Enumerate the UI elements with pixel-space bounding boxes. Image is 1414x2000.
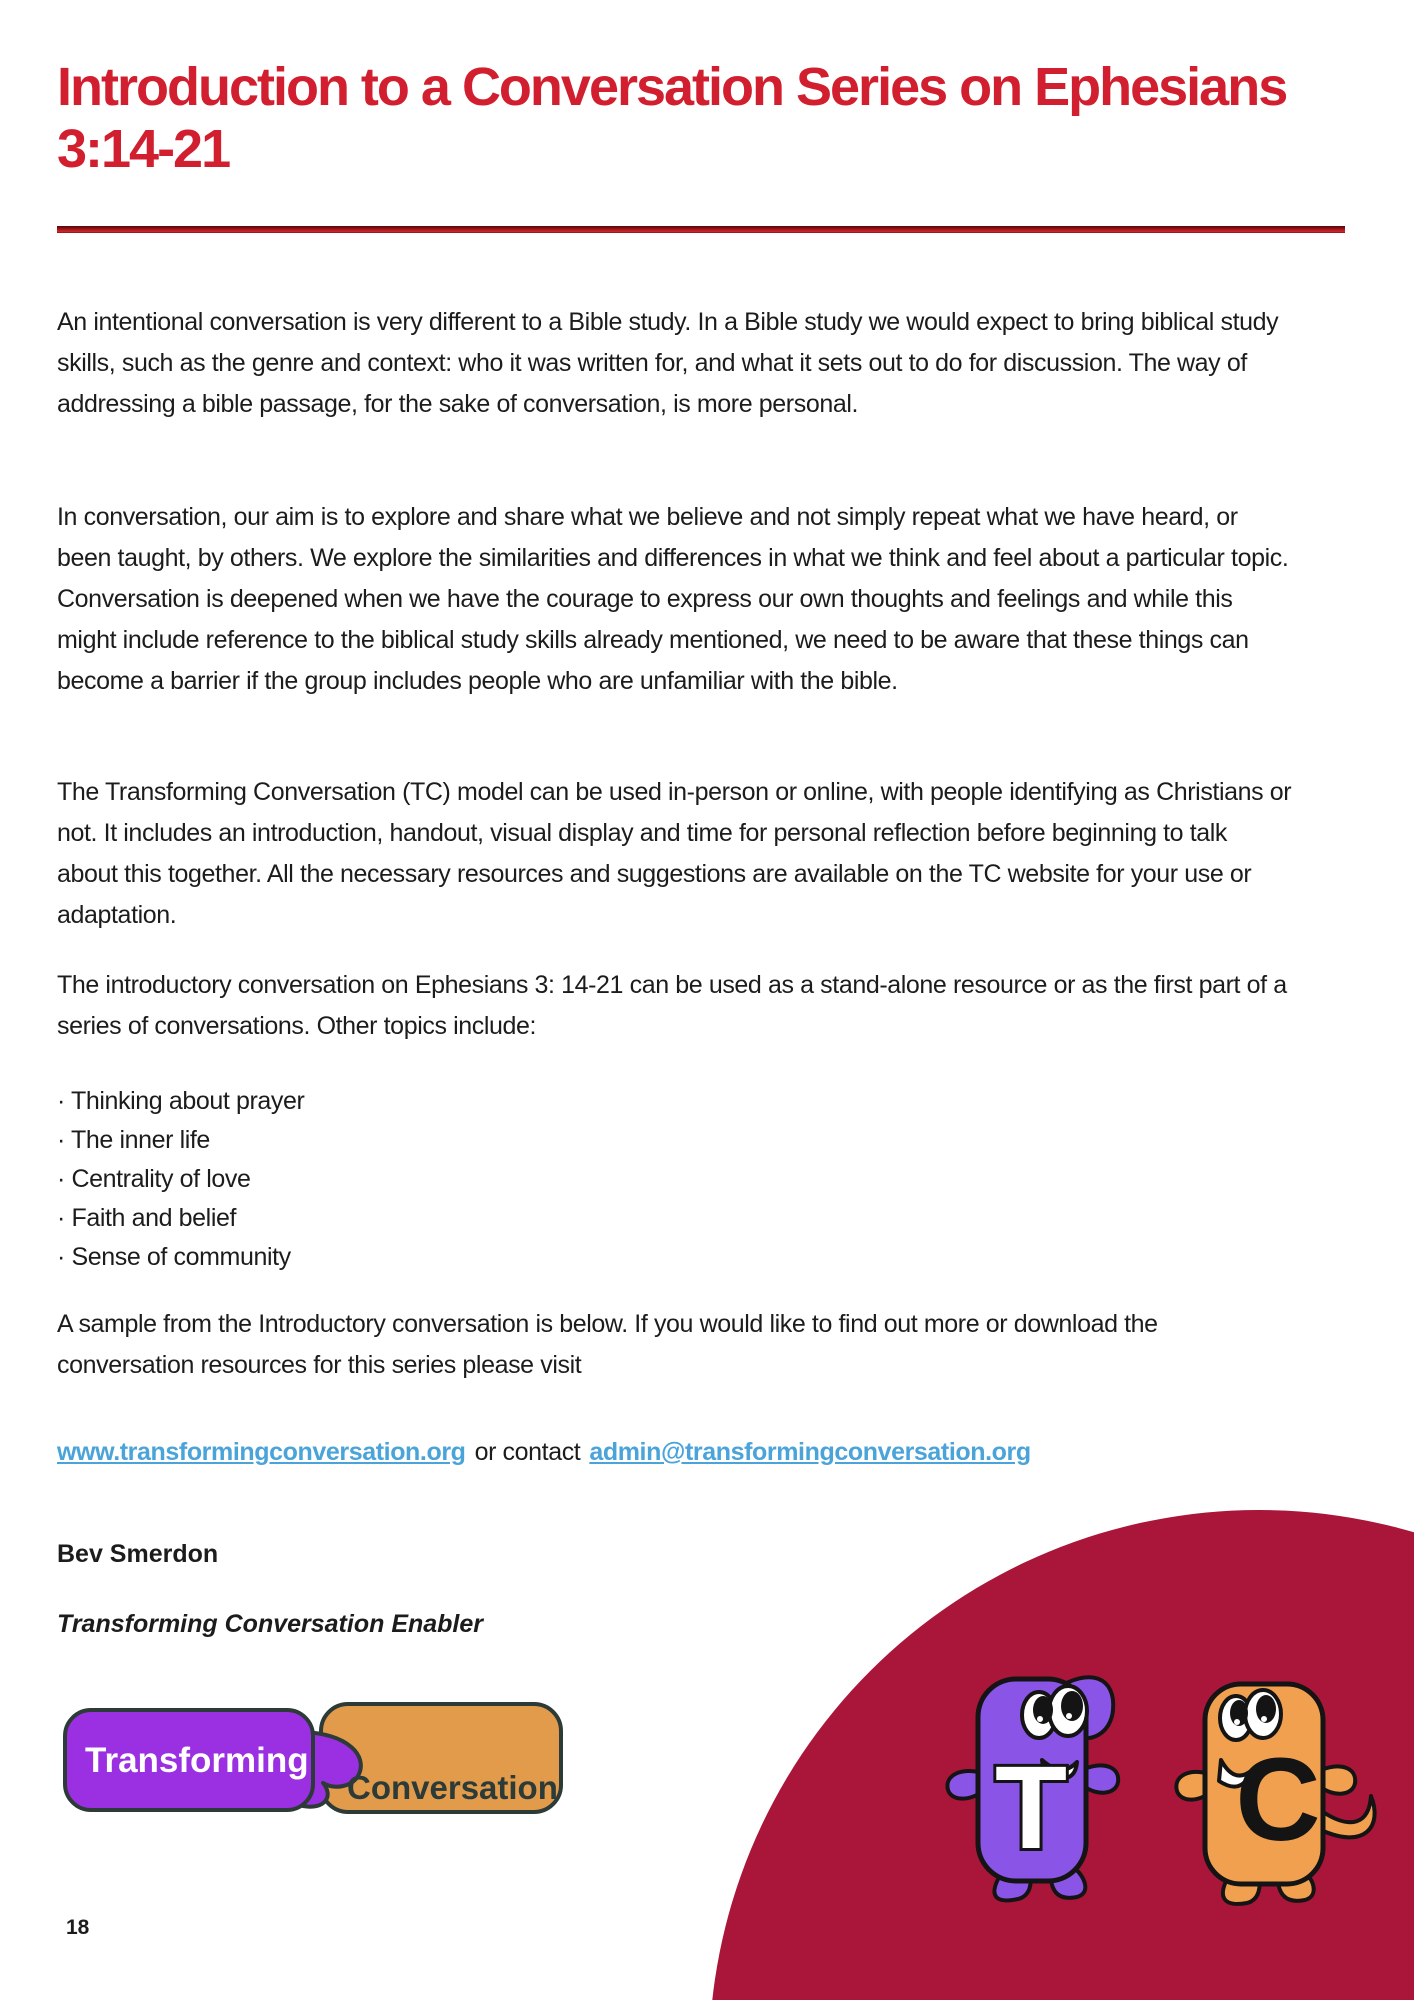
mascot-t-pupil bbox=[1033, 1696, 1053, 1724]
heading-divider-rule bbox=[57, 226, 1345, 233]
mascot-c-character bbox=[1173, 1668, 1398, 1908]
list-item: · The inner life bbox=[57, 1126, 210, 1154]
page-title: Introduction to a Conversation Series on Ephesians 3:14-21 bbox=[57, 57, 1287, 179]
paragraph-in-conversation: In conversation, our aim is to explore and share what we believe and not simply repeat what we have heard, or been taught, by others. We explore the similarities and differences in what we think and feel about a particular topic. Conversation is deepened when we have the courage to express our own thoughts and feelings and while this might include reference to the biblical study skills already mentioned, we need to be aware that these things can become a barrier if the group includes people who are unfamiliar with the bible. bbox=[57, 503, 1289, 695]
list-item: · Sense of community bbox=[57, 1243, 291, 1271]
email-link[interactable]: admin@transformingconversation.org bbox=[589, 1438, 1031, 1466]
mascot-t-pupil bbox=[1061, 1691, 1083, 1721]
paragraph-tc-model: The Transforming Conversation (TC) model can be used in-person or online, with people identifying as Christians or not. It includes an introduction, handout, visual display and time for personal reflection before beginning to talk about this together. All the necessary resources and suggestions are available on the TC website for your use or adaptation. bbox=[57, 778, 1292, 929]
contact-links-line bbox=[57, 1438, 1292, 1467]
mascot-c-eye-glint bbox=[1234, 1719, 1240, 1725]
author-role: Transforming Conversation Enabler bbox=[57, 1610, 484, 1638]
mascot-t-letter: T bbox=[994, 1742, 1068, 1874]
mascot-t-character bbox=[938, 1663, 1138, 1908]
website-link[interactable]: www.transformingconversation.org bbox=[57, 1438, 466, 1466]
page-number: 18 bbox=[66, 1916, 90, 1939]
paragraph-intentional-conversation: An intentional conversation is very different to a Bible study. In a Bible study we would expect to bring biblical study skills, such as the genre and context: who it was written for, and what it sets out to do for discussion. The way of addressing a bible passage, for the sake of conversation, is more personal. bbox=[57, 308, 1279, 418]
link-connector-text: or contact bbox=[474, 1438, 581, 1466]
mascot-c-arm-right bbox=[1321, 1766, 1355, 1793]
mascot-c-letter: C bbox=[1235, 1734, 1321, 1866]
list-item: · Faith and belief bbox=[57, 1204, 237, 1232]
mascot-t-arm-right bbox=[1084, 1765, 1118, 1792]
logo-transforming-label: Transforming bbox=[85, 1741, 309, 1780]
mascot-t-eye-glint bbox=[1037, 1716, 1043, 1722]
author-name: Bev Smerdon bbox=[57, 1540, 219, 1568]
paragraph-sample-note: A sample from the Introductory conversation is below. If you would like to find out more or download the conversation resources for this series please visit bbox=[57, 1310, 1158, 1379]
logo-conversation-label: Conversation bbox=[347, 1769, 558, 1806]
list-item: · Thinking about prayer bbox=[57, 1087, 305, 1115]
mascot-c-eye-glint bbox=[1261, 1716, 1267, 1722]
transforming-conversation-logo bbox=[57, 1698, 569, 1824]
mascot-c-tail bbox=[1321, 1796, 1375, 1837]
mascot-t-eye-glint bbox=[1066, 1713, 1072, 1719]
list-item: · Centrality of love bbox=[57, 1165, 251, 1193]
paragraph-introductory-conversation: The introductory conversation on Ephesians 3: 14-21 can be used as a stand-alone resource or as the first part of a series of conversations. Other topics include: bbox=[57, 971, 1287, 1040]
topics-list bbox=[57, 1082, 957, 1277]
